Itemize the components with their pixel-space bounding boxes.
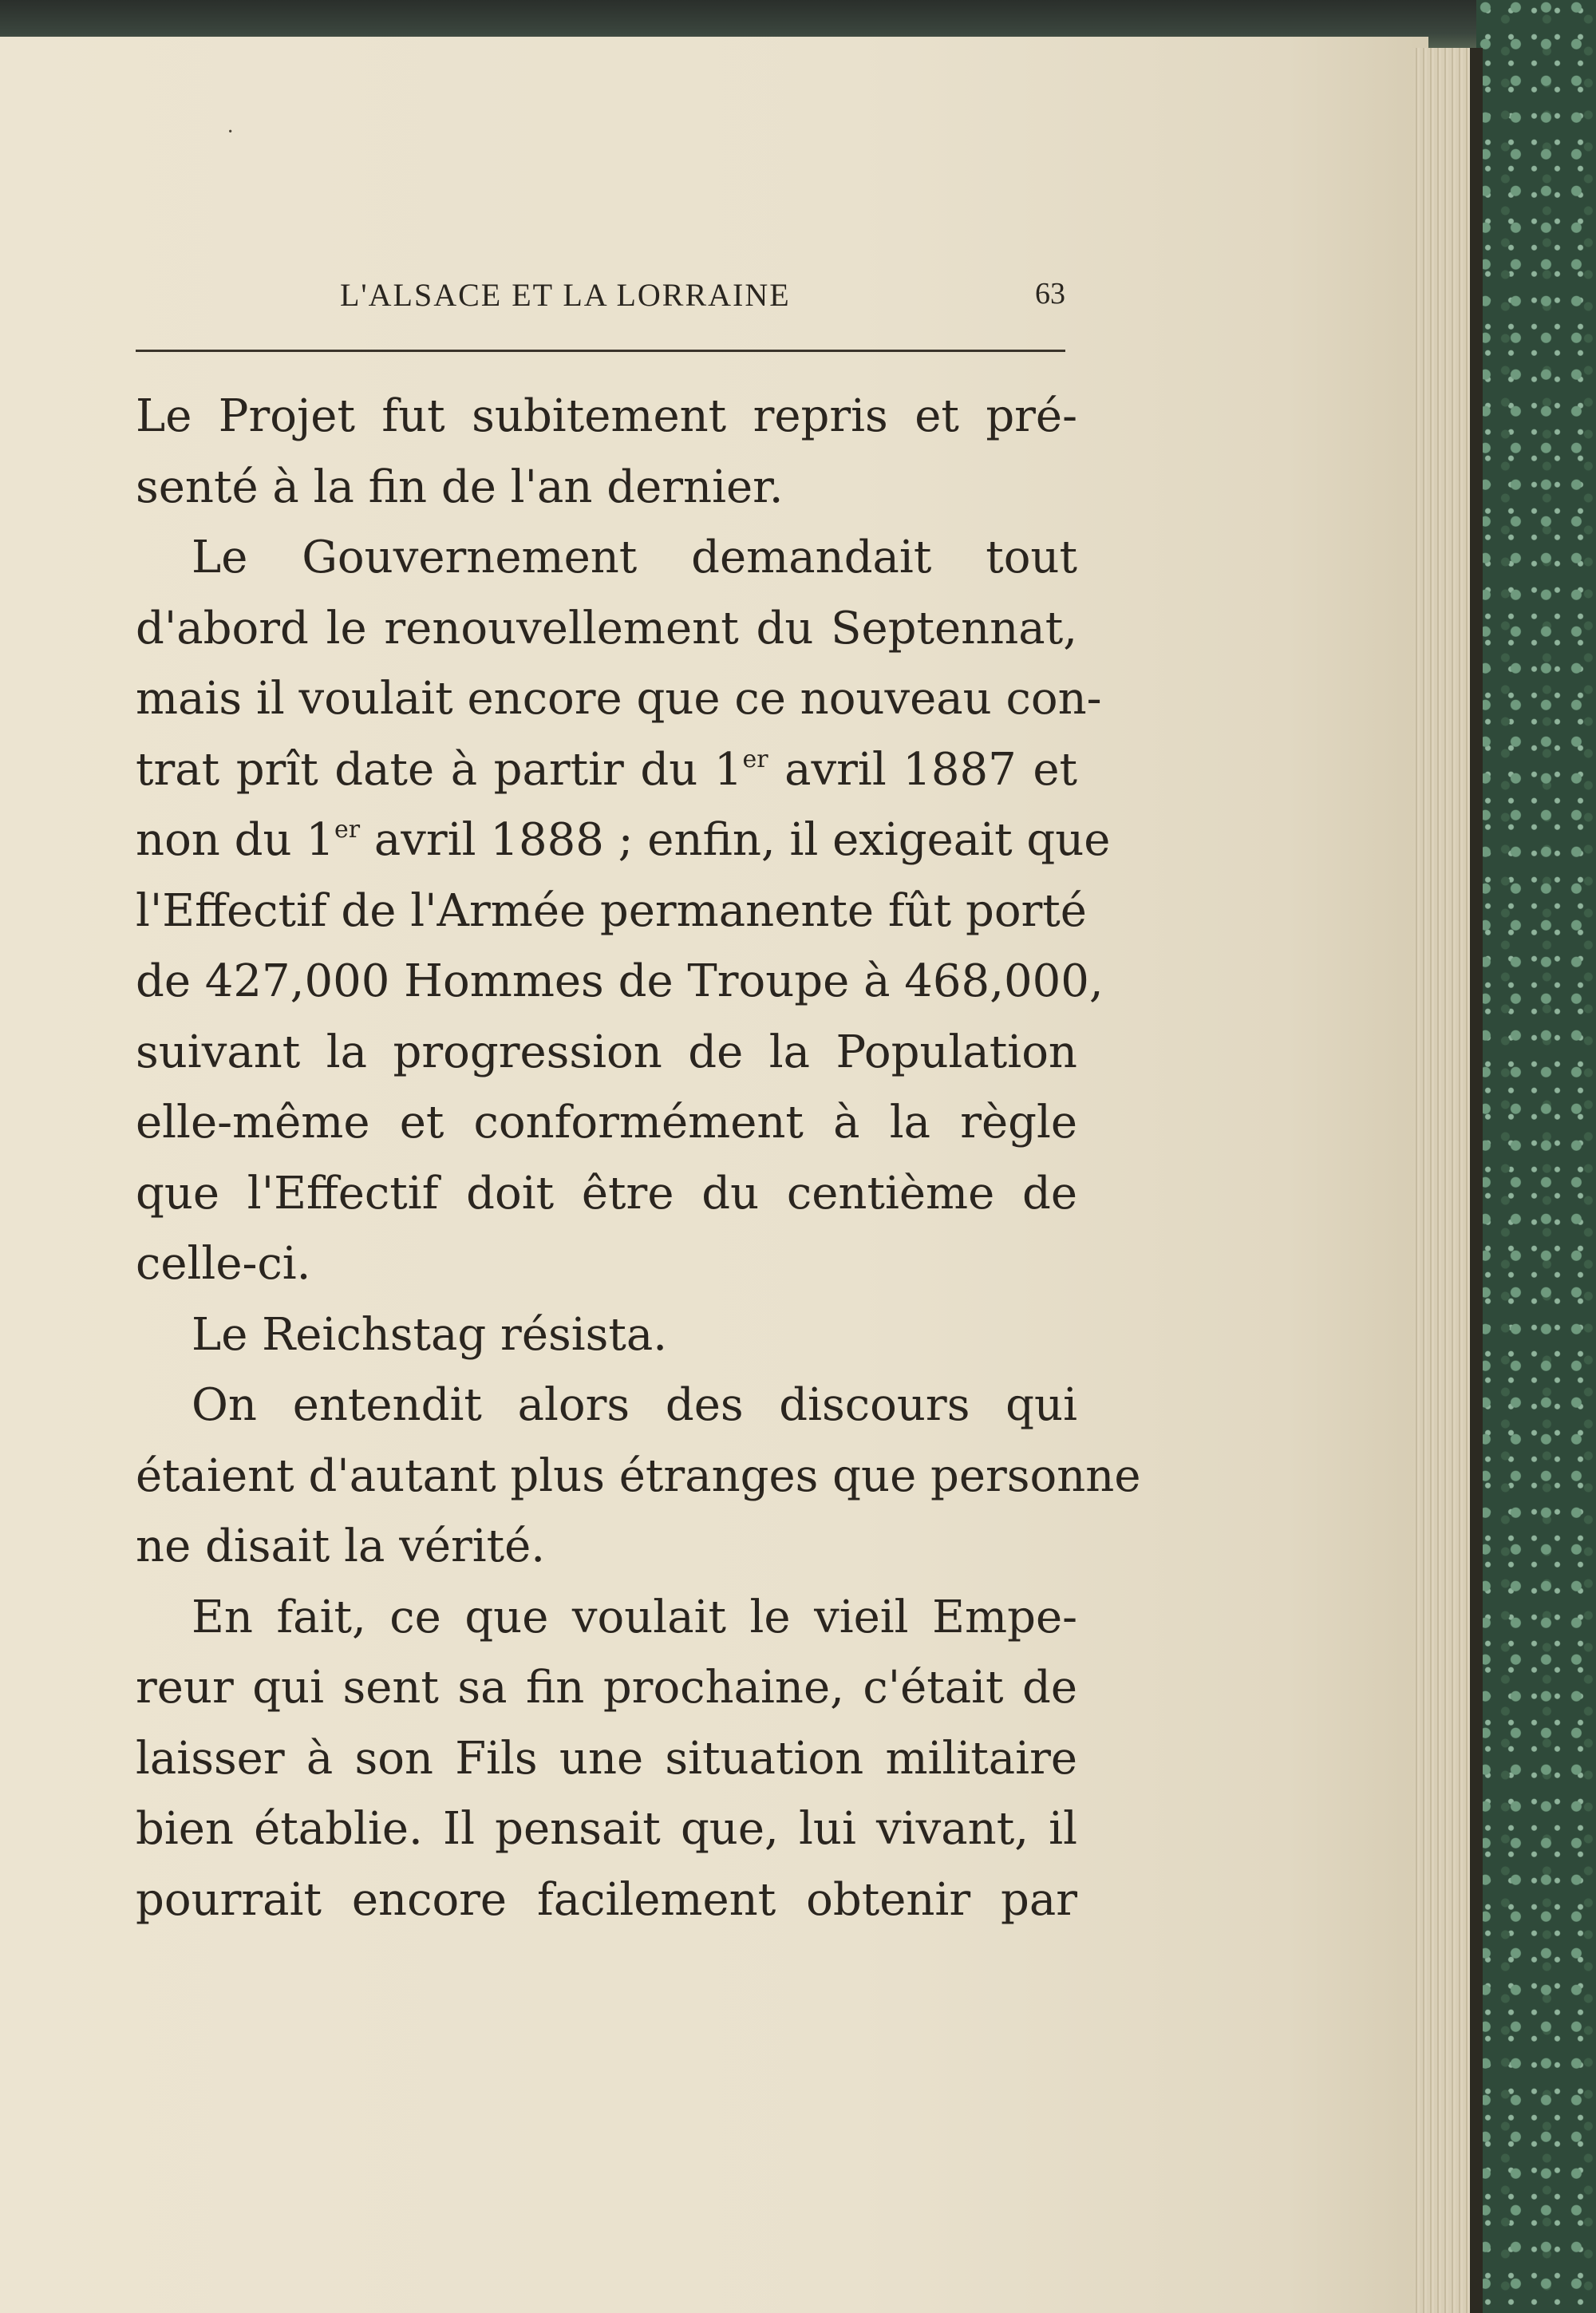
text-line: de 427,000 Hommes de Troupe à 468,000, (136, 955, 1104, 1007)
text-line: Le Reichstag résista. (192, 1308, 668, 1361)
text-line: d'abord le renouvellement du Septennat, (136, 602, 1077, 654)
page-number: 63 (1035, 277, 1065, 310)
text-fragment: trat prît date à partir du 1 (136, 743, 743, 796)
text-line: reur qui sent sa fin prochaine, c'était de (136, 1662, 1077, 1714)
text-line: bien établie. Il pensait que, lui vivant, il (136, 1803, 1077, 1855)
text-line: laisser à son Fils une situation militaire (136, 1732, 1077, 1785)
text-line: celle-ci. (136, 1238, 311, 1290)
text-line: elle-même et conformément à la règle (136, 1097, 1077, 1149)
running-header (136, 276, 1065, 324)
stray-ink-mark: · (227, 120, 235, 144)
page-edges (1412, 48, 1472, 2313)
text-line: ne disait la vérité. (136, 1520, 546, 1572)
text-line: Le Projet fut subitement repris et pré- (136, 390, 1077, 442)
text-line: l'Effectif de l'Armée permanente fût porté (136, 884, 1087, 937)
header-rule (136, 350, 1065, 352)
text-line: suivant la progression de la Population (136, 1026, 1077, 1078)
running-title: L'ALSACE ET LA LORRAINE (340, 277, 791, 313)
body-text (136, 382, 1141, 1935)
text-fragment: avril 1887 et (768, 743, 1077, 796)
text-line: étaient d'autant plus étranges que personne (136, 1449, 1141, 1502)
text-line: En fait, ce que voulait le vieil Empe- (192, 1591, 1077, 1643)
text-fragment: non du 1 (136, 814, 334, 866)
text-line (136, 735, 1077, 806)
superscript: er (742, 745, 768, 773)
superscript: er (334, 816, 361, 844)
text-line: que l'Effectif doit être du centième de (136, 1167, 1077, 1220)
marbled-cover-board (1476, 0, 1596, 2313)
text-line: On entendit alors des discours qui (192, 1379, 1077, 1431)
text-line: Le Gouvernement demandait tout (192, 532, 1077, 583)
binding (1470, 48, 1483, 2313)
text-fragment: avril 1888 ; enfin, il exigeait que (360, 814, 1111, 866)
text-line: pourrait encore facilement obtenir par (136, 1873, 1077, 1926)
text-line (136, 805, 1111, 876)
text-line: mais il voulait encore que ce nouveau con- (136, 673, 1102, 725)
text-line: senté à la fin de l'an dernier. (136, 461, 784, 513)
